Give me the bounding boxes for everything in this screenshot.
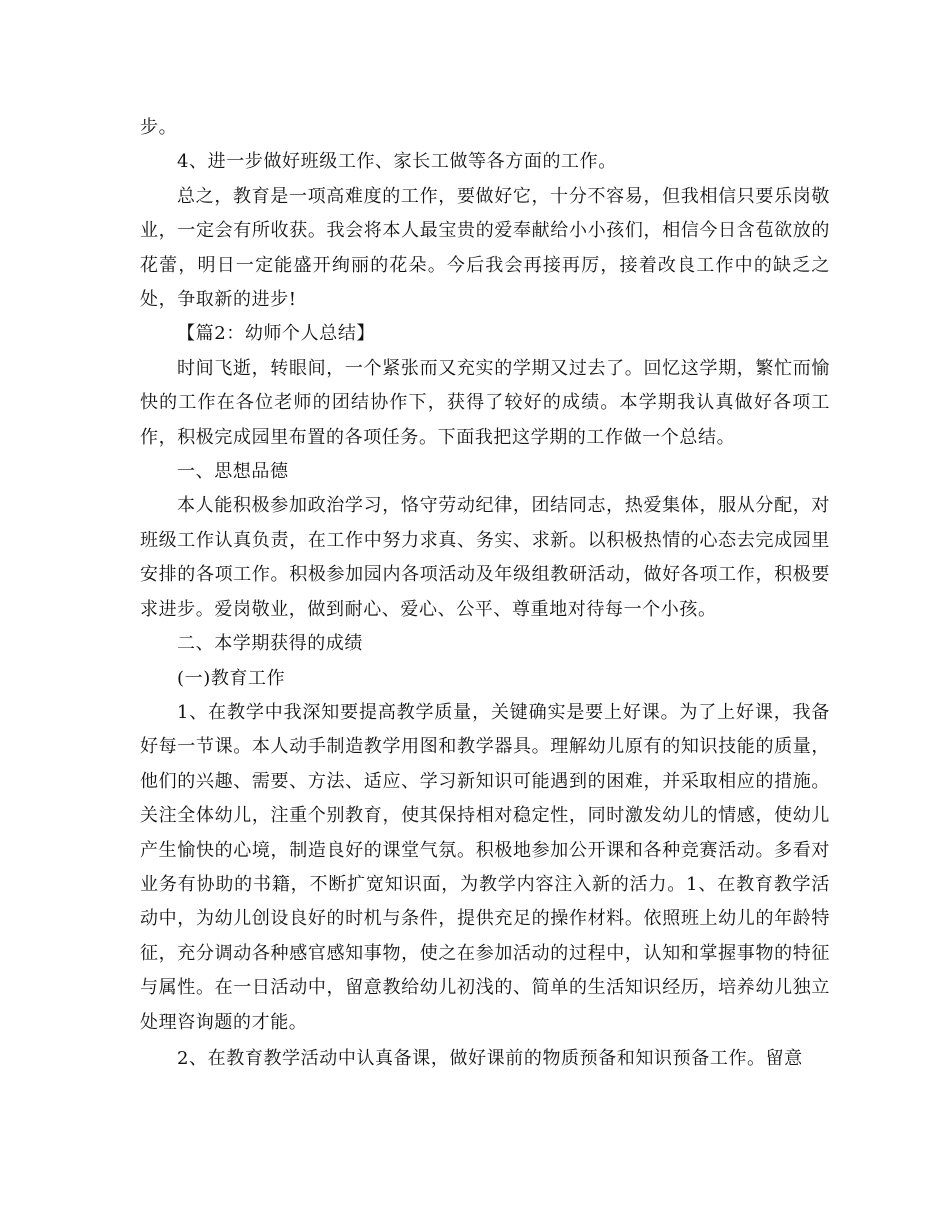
paragraph-item-4: 4、进一步做好班级工作、家长工做等各方面的工作。 [177, 151, 617, 173]
paragraph-ideology: 本人能积极参加政治学习，恪守劳动纪律，团结同志，热爱集体，服从分配，对班级工作认真负责，在工作中努力求真、务实、求新。以积极热情的心态去完成园里安排的各项工作。积极参加园内各项活动及年级组教研活动，做好各项工作，积极要求进步。爱岗敬业，做到耐心、爱心、公平、尊重地对待每一个小孩。 [140, 495, 830, 620]
heading-achievements: 二、本学期获得的成绩 [177, 633, 363, 655]
heading-ideology: 一、思想品德 [177, 461, 289, 483]
paragraph-continuation: 步。 [140, 117, 178, 138]
subheading-education-work: (一)教育工作 [177, 667, 286, 689]
paragraph-conclusion: 总之，教育是一项高难度的工作，要做好它，十分不容易，但我相信只要乐岗敬业，一定会有所收获。我会将本人最宝贵的爱奉献给小小孩们，相信今日含苞欲放的花蕾，明日一定能盛开绚丽的花朵。今后我会再接再厉，接着改良工作中的缺乏之处，争取新的进步! [140, 185, 830, 311]
section-title-part-2: 【篇2：幼师个人总结】 [177, 323, 376, 345]
document-body [140, 111, 830, 1076]
paragraph-intro: 时间飞逝，转眼间，一个紧张而又充实的学期又过去了。回忆这学期，繁忙而愉快的工作在各位老师的团结协作下，获得了较好的成绩。本学期我认真做好各项工作，积极完成园里布置的各项任务。下面我把这学期的工作做一个总结。 [140, 357, 830, 448]
paragraph-teaching-2: 2、在教育教学活动中认真备课，做好课前的物质预备和知识预备工作。留意 [177, 1047, 803, 1069]
paragraph-teaching-1: 1、在教学中我深知要提高教学质量，关键确实是要上好课。为了上好课，我备好每一节课。本人动手制造教学用图和教学器具。理解幼儿原有的知识技能的质量，他们的兴趣、需要、方法、适应、学习新知识可能遇到的困难，并采取相应的措施。关注全体幼儿，注重个别教育，使其保持相对稳定性，同时激发幼儿的情感，使幼儿产生愉快的心境，制造良好的课堂气氛。积极地参加公开课和各种竞赛活动。多看对业务有协助的书籍，不断扩宽知识面，为教学内容注入新的活力。1、在教育教学活动中，为幼儿创设良好的时机与条件，提供充足的操作材料。依照班上幼儿的年龄特征，充分调动各种感官感知事物，使之在参加活动的过程中，认知和掌握事物的特征与属性。在一日活动中，留意教给幼儿初浅的、简单的生活知识经历，培养幼儿独立处理咨询题的才能。 [140, 701, 830, 1033]
